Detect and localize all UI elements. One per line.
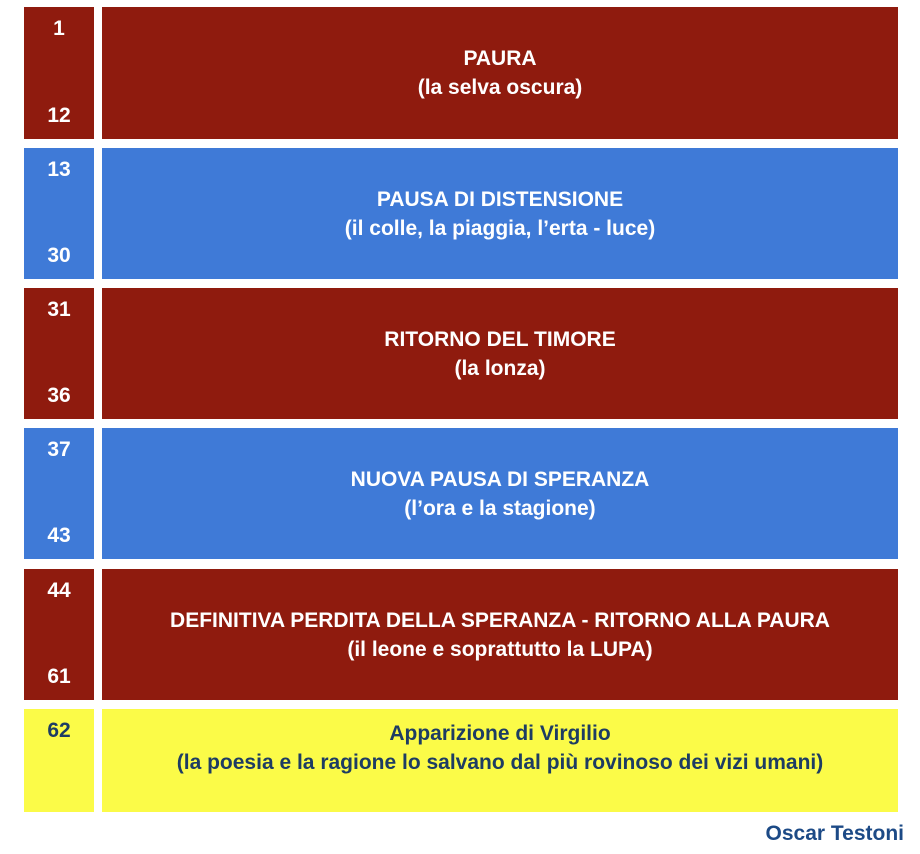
section-row-paura [24, 7, 898, 139]
section-content-cell [102, 569, 898, 700]
section-content-cell [102, 288, 898, 419]
section-title: DEFINITIVA PERDITA DELLA SPERANZA - RITORNO ALLA PAURA [170, 608, 830, 632]
verse-range-cell [24, 709, 94, 812]
verse-start: 37 [47, 438, 71, 461]
verse-start: 1 [53, 17, 65, 40]
verse-range-cell [24, 148, 94, 279]
verse-range-cell [24, 7, 94, 139]
verse-range-cell [24, 569, 94, 700]
section-subtitle: (il colle, la piaggia, l’erta - luce) [344, 216, 656, 240]
verse-end: 30 [47, 244, 71, 267]
section-title: PAUSA DI DISTENSIONE [376, 187, 624, 211]
section-subtitle: (l’ora e la stagione) [404, 496, 596, 520]
section-row-nuova-pausa [24, 428, 898, 559]
section-row-pausa-distensione [24, 148, 898, 279]
section-content-cell [102, 148, 898, 279]
verse-start: 62 [47, 719, 71, 742]
verse-range-cell [24, 288, 94, 419]
verse-start: 13 [47, 158, 71, 181]
verse-start: 31 [47, 298, 71, 321]
section-row-perdita-speranza [24, 569, 898, 700]
verse-end: 36 [47, 384, 71, 407]
section-subtitle: (il leone e soprattutto la LUPA) [347, 637, 653, 661]
section-title: Apparizione di Virgilio [389, 722, 611, 745]
verse-start: 44 [47, 579, 71, 602]
verse-end: 61 [47, 665, 71, 688]
verse-end: 43 [47, 524, 71, 547]
section-subtitle: (la selva oscura) [417, 76, 583, 99]
section-content-cell [102, 709, 898, 812]
verse-end: 12 [47, 104, 71, 127]
section-subtitle: (la poesia e la ragione lo salvano dal più rovinoso dei vizi umani) [176, 751, 824, 774]
section-content-cell [102, 7, 898, 139]
section-row-ritorno-timore [24, 288, 898, 419]
verse-range-cell [24, 428, 94, 559]
section-subtitle: (la lonza) [454, 356, 546, 380]
section-row-apparizione-virgilio [24, 709, 898, 812]
author-credit: Oscar Testoni [765, 822, 904, 845]
section-title: PAURA [463, 47, 537, 70]
section-title: NUOVA PAUSA DI SPERANZA [350, 467, 650, 491]
section-content-cell [102, 428, 898, 559]
section-title: RITORNO DEL TIMORE [384, 327, 616, 351]
